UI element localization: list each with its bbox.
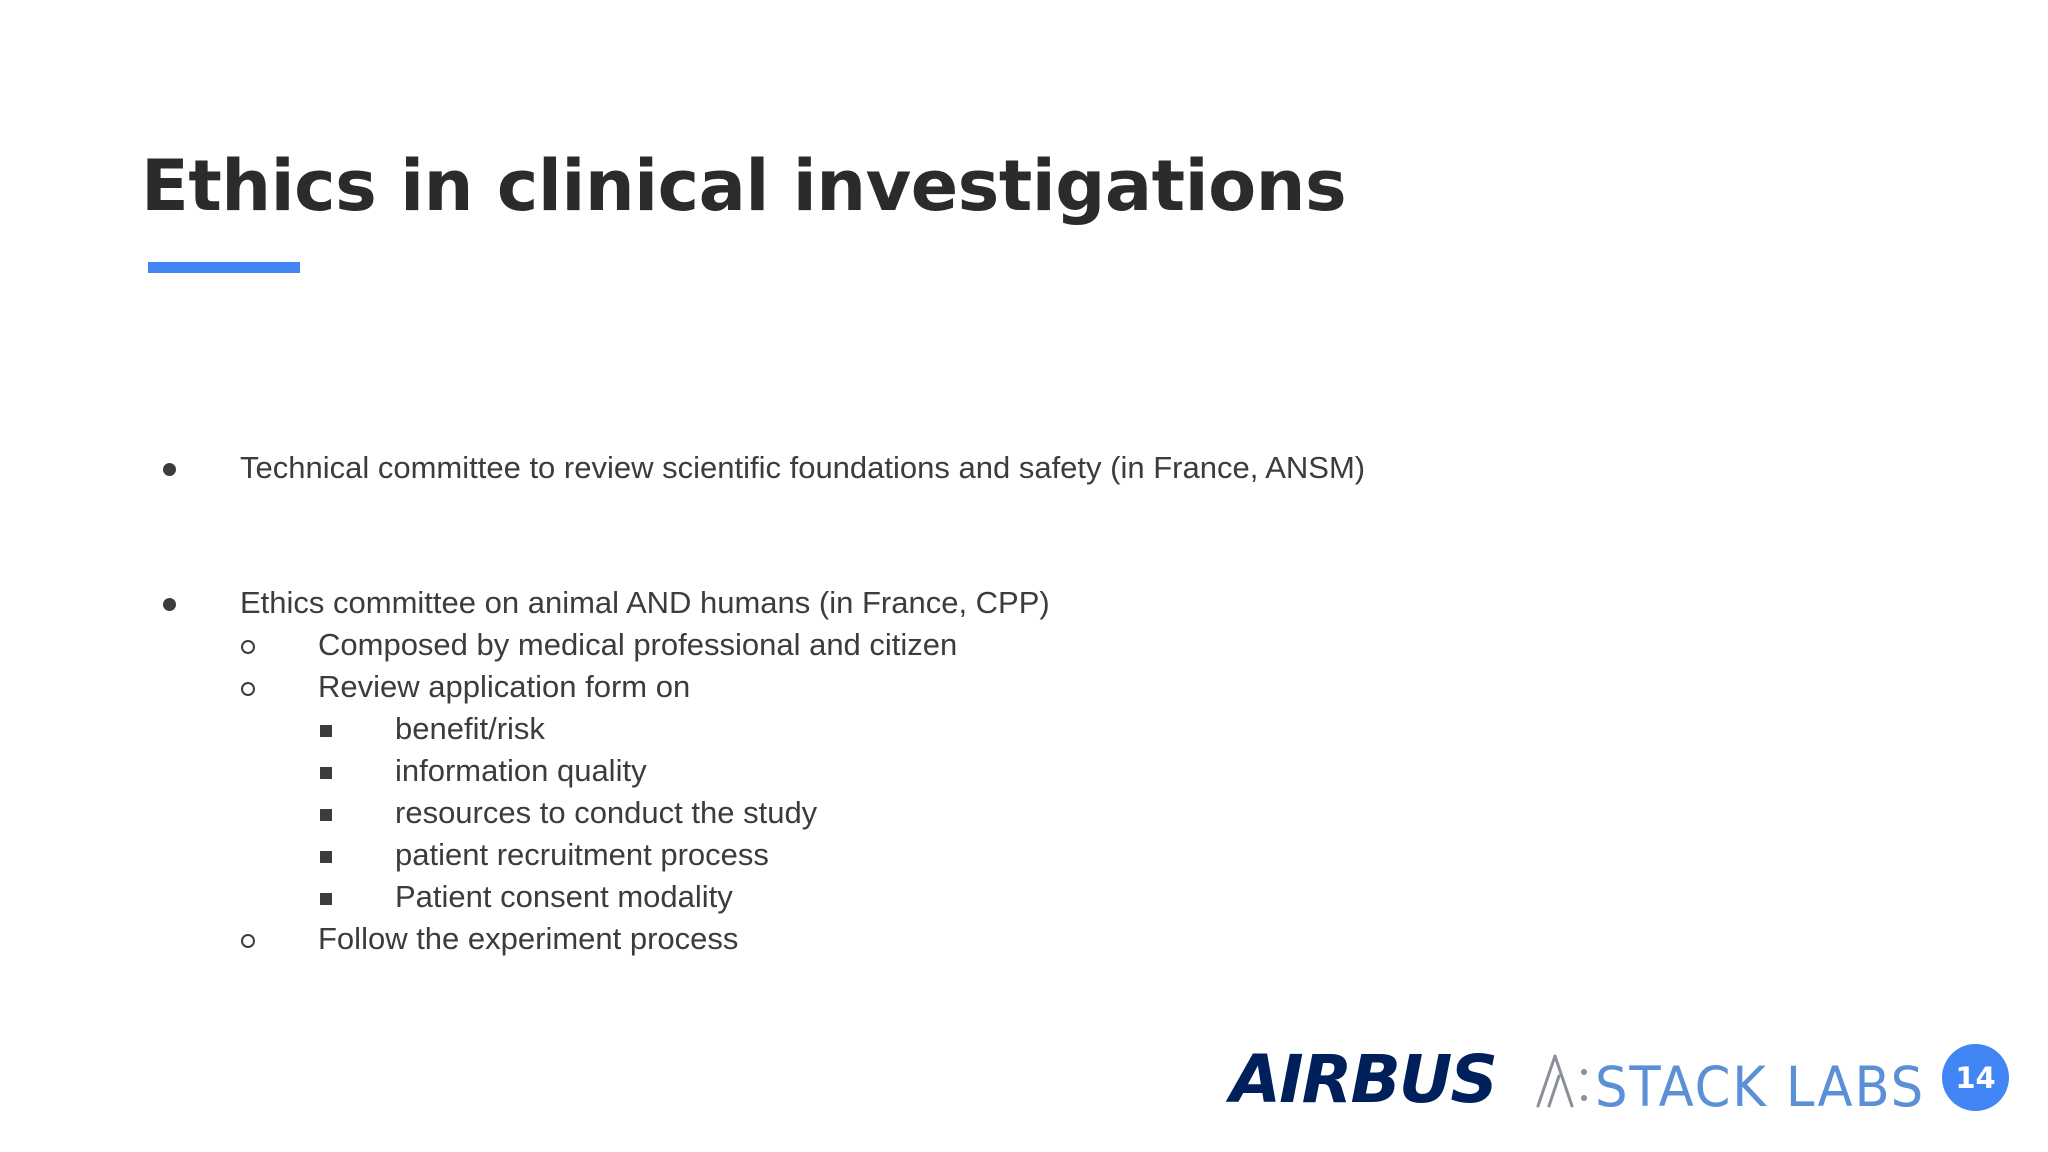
sub-sub-bullet-text: patient recruitment process [395,837,769,872]
circle-bullet-icon [241,666,318,708]
sub-sub-bullet-benefit-risk [318,708,545,750]
sub-sub-bullet-patient-recruitment [318,834,769,876]
page-number-badge: 14 [1942,1044,2009,1111]
airbus-logo: AIRBUS [1230,1041,1496,1118]
square-bullet-icon [318,750,395,792]
sub-sub-bullet-resources [318,792,817,834]
square-bullet-icon [318,834,395,876]
square-bullet-icon [318,792,395,834]
stack-labs-logo [1535,1046,1935,1116]
sub-bullet-text: Composed by medical professional and citizen [318,627,958,662]
disc-bullet-icon [163,447,240,489]
stack-labs-wordmark: STACK LABS [1595,1055,1925,1116]
footer-logos [1230,1040,2030,1120]
circle-bullet-icon [241,624,318,666]
stack-labs-mark-icon [1538,1056,1572,1106]
circle-bullet-icon [241,918,318,960]
sub-sub-bullet-patient-consent [318,876,733,918]
sub-bullet-review-application [241,666,690,708]
sub-sub-bullet-text: resources to conduct the study [395,795,818,830]
square-bullet-icon [318,708,395,750]
sub-sub-bullet-text: information quality [395,753,647,788]
sub-bullet-text: Review application form on [318,669,691,704]
bullet-item-ethics-committee [163,582,1050,624]
stack-labs-colon-icon [1581,1069,1587,1101]
sub-bullet-follow-experiment [241,918,738,960]
bullet-text: Ethics committee on animal AND humans (in France, CPP) [240,585,1050,620]
sub-sub-bullet-text: Patient consent modality [395,879,733,914]
slide-title: Ethics in clinical investigations [141,145,1347,227]
square-bullet-icon [318,876,395,918]
sub-bullet-text: Follow the experiment process [318,921,739,956]
bullet-item-technical-committee [163,447,1365,489]
disc-bullet-icon [163,582,240,624]
sub-sub-bullet-text: benefit/risk [395,711,545,746]
sub-bullet-composed-by [241,624,957,666]
bullet-text: Technical committee to review scientific foundations and safety (in France, ANSM) [240,450,1366,485]
sub-sub-bullet-information-quality [318,750,647,792]
